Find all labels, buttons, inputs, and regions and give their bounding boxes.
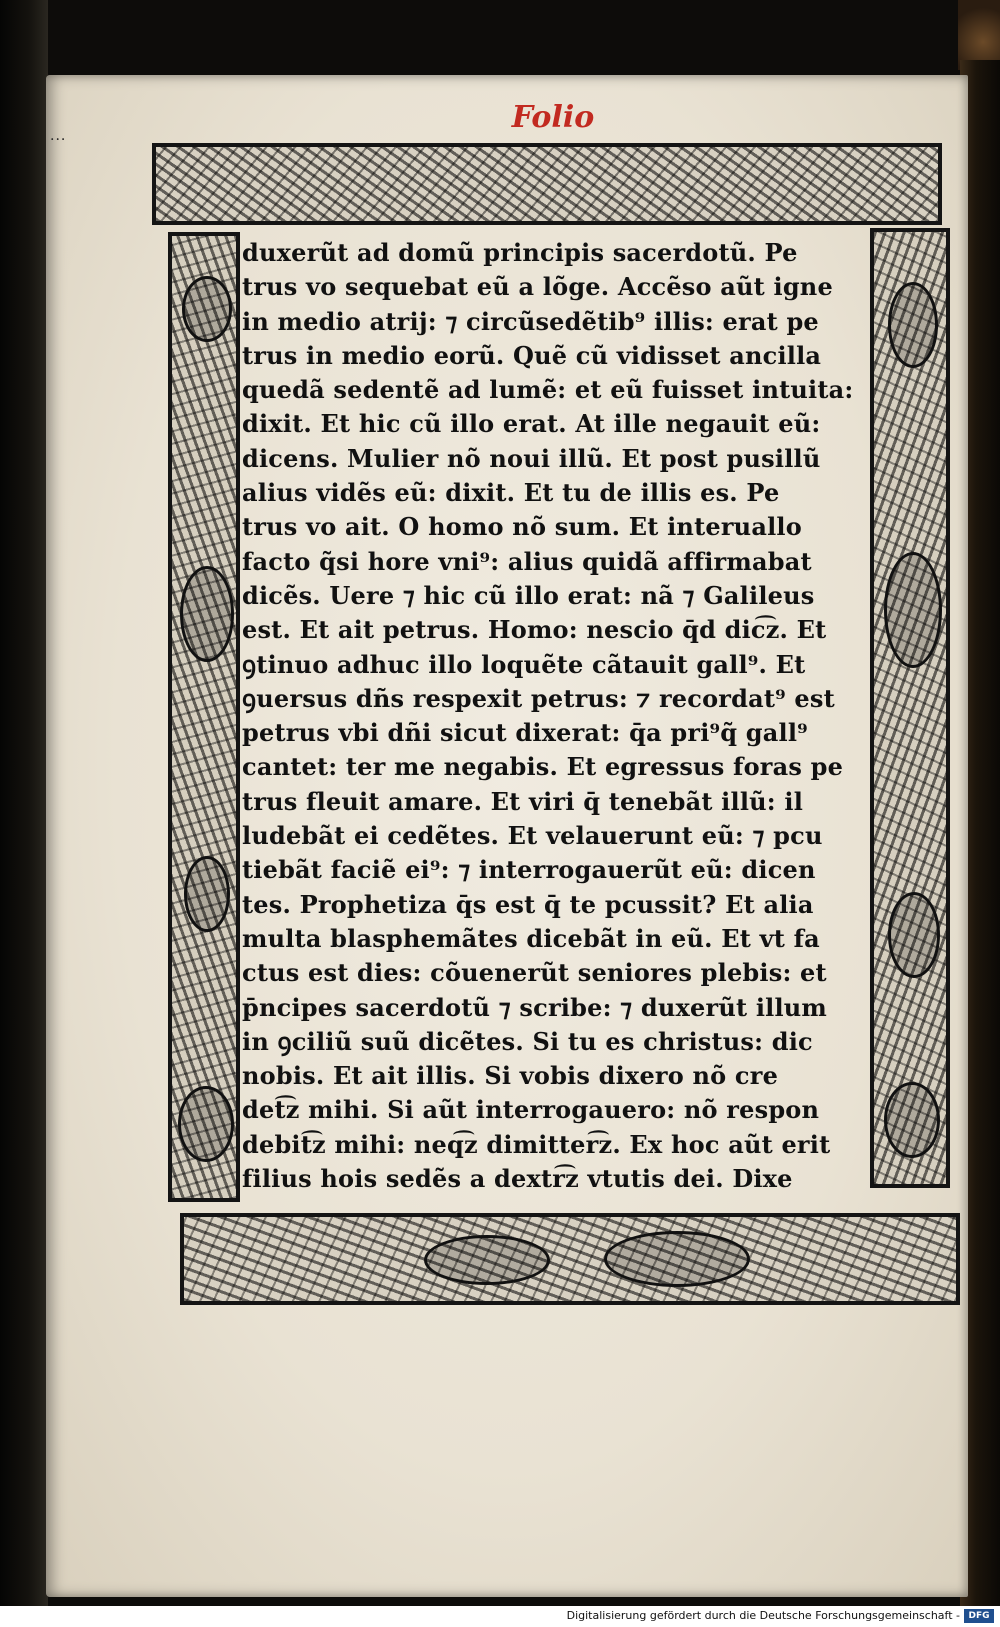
text-line: cantet: ter me negabis. Et egressus foras pe bbox=[242, 752, 844, 782]
woodcut-border-top bbox=[152, 143, 942, 225]
text-line: p̄ncipes sacerdotũ ⁊ scribe: ⁊ duxerũt illum bbox=[242, 992, 828, 1022]
border-ornament bbox=[888, 282, 938, 368]
text-line: ꝯtinuo adhuc illo loquẽte cãtauit gall⁹. Et bbox=[242, 649, 806, 679]
text-line: est. Et ait petrus. Homo: nescio q̄d dic͡z. Et bbox=[242, 615, 827, 645]
text-line: alius vidẽs eũ: dixit. Et tu de illis es. Pe bbox=[242, 478, 780, 508]
border-ornament bbox=[884, 1082, 940, 1158]
text-line: trus fleuit amare. Et viri q̄ tenebãt illũ: il bbox=[242, 786, 804, 816]
text-line: trus vo sequebat eũ a lõge. Accẽso aũt igne bbox=[242, 272, 833, 302]
text-line: in ꝯciliũ suũ dicẽtes. Si tu es christus: dic bbox=[242, 1026, 813, 1056]
border-ornament bbox=[884, 552, 942, 668]
text-line: ctus est dies: cõuenerũt seniores plebis: et bbox=[242, 958, 827, 988]
text-line: duxerũt ad domũ principis sacerdotũ. Pe bbox=[242, 238, 798, 267]
text-line: trus vo ait. O homo nõ sum. Et interuallo bbox=[242, 512, 802, 542]
text-line: in medio atrij: ⁊ circũsedẽtib⁹ illis: erat pe bbox=[242, 306, 819, 336]
woodcut-border-right bbox=[870, 228, 950, 1188]
blackletter-text-block bbox=[242, 236, 872, 1196]
text-line: tes. Prophetiza q̄s est q̄ te pcussit? Et alia bbox=[242, 889, 814, 919]
text-line: det͡z mihi. Si aũt interrogauero: nõ respon bbox=[242, 1095, 820, 1125]
running-title: Folio bbox=[511, 100, 595, 135]
dfg-logo: DFG bbox=[964, 1609, 994, 1623]
text-line: multa blasphemãtes dicebãt in eũ. Et vt fa bbox=[242, 923, 820, 953]
text-line: debit͡z mihi: neq͡z dimitter͡z. Ex hoc aũt erit bbox=[242, 1129, 831, 1159]
border-ornament bbox=[888, 892, 940, 978]
text-line: dicẽs. Uere ⁊ hic cũ illo erat: nã ⁊ Galileus bbox=[242, 580, 815, 610]
text-line: ꝯuersus dñs respexit petrus: ⁊ recordat⁹ est bbox=[242, 683, 835, 713]
text-line: petrus vbi dñi sicut dixerat: q̄a pri⁹q̃ gall⁹ bbox=[242, 718, 808, 748]
border-ornament bbox=[178, 1086, 234, 1162]
text-line: trus in medio eorũ. Quẽ cũ vidisset ancilla bbox=[242, 340, 822, 370]
border-ornament bbox=[180, 566, 234, 662]
text-line: tiebãt faciẽ ei⁹: ⁊ interrogauerũt eũ: dicen bbox=[242, 855, 816, 885]
woodcut-border-left bbox=[168, 232, 240, 1202]
text-line: dicens. Mulier nõ noui illũ. Et post pusillũ bbox=[242, 443, 821, 473]
text-line: quedã sedentẽ ad lumẽ: et eũ fuisset intuita: bbox=[242, 375, 854, 405]
text-line: dixit. Et hic cũ illo erat. At ille negauit eũ: bbox=[242, 409, 821, 439]
border-ornament bbox=[604, 1231, 750, 1287]
border-ornament bbox=[182, 276, 232, 342]
text-line: filius hois sedẽs a dextr͡z vtutis dei. Dixe bbox=[242, 1164, 793, 1194]
book-spine-shadow bbox=[0, 0, 48, 1627]
text-line: facto q̃si hore vni⁹: alius quidã affirmabat bbox=[242, 546, 812, 576]
border-ornament bbox=[424, 1235, 550, 1285]
border-ornament bbox=[184, 856, 230, 932]
funding-credit: Digitalisierung gefördert durch die Deutsche Forschungsgemeinschaft - bbox=[566, 1609, 960, 1622]
text-line: nobis. Et ait illis. Si vobis dixero nõ cre bbox=[242, 1061, 779, 1091]
woodcut-border-bottom bbox=[180, 1213, 960, 1305]
text-line: ludebãt ei cedẽtes. Et velauerunt eũ: ⁊ pcu bbox=[242, 821, 823, 851]
page-margin-mark: ... bbox=[50, 128, 67, 144]
